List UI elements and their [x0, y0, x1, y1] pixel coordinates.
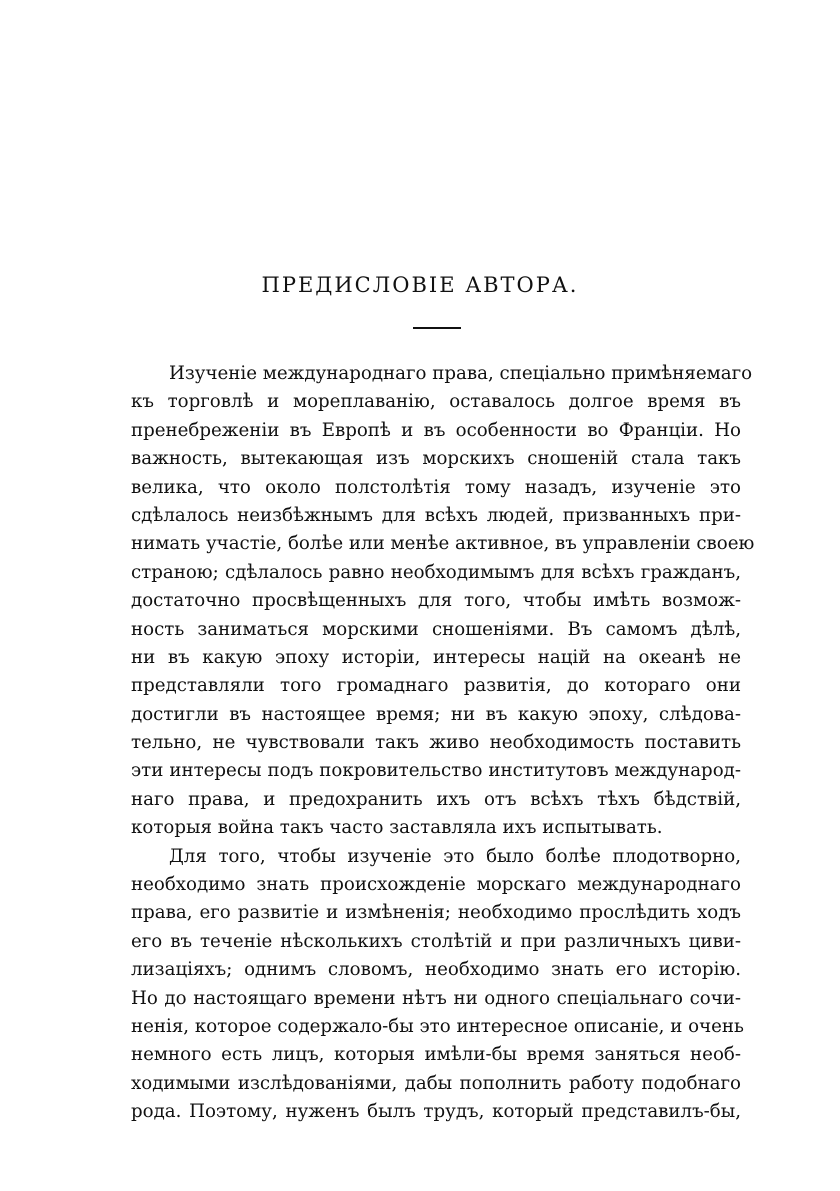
text-line: Изученіе международнаго права, спеціально примѣняемаго [169, 363, 753, 384]
text-line: тельно, не чувствовали такъ живо необходимость поставить [131, 732, 741, 754]
text-line: Но до настоящаго времени нѣтъ ни одного спеціальнаго сочи- [131, 987, 741, 1009]
text-line: рода. Поэтому, нуженъ былъ трудъ, который представилъ-бы, [131, 1101, 741, 1123]
text-line: необходимо знать происхожденіе морскаго международнаго [131, 874, 741, 896]
text-line: права, его развитіе и измѣненія; необходимо прослѣдить ходъ [131, 902, 741, 924]
text-line: эти интересы подъ покровительство институтовъ международ- [131, 760, 741, 782]
text-line: достигли въ настоящее время; ни въ какую эпоху, слѣдова- [131, 703, 741, 725]
text-line: Для того, чтобы изученіе это было болѣе плодотворно, [169, 845, 741, 867]
text-line: которыя война такъ часто заставляла ихъ испытывать. [131, 817, 663, 839]
text-line: велика, что около полстолѣтія тому назадъ, изученіе это [131, 476, 741, 498]
text-line: ни въ какую эпоху исторіи, интересы націй на океанѣ не [131, 646, 741, 668]
text-line: сдѣлалось неизбѣжнымъ для всѣхъ людей, призванныхъ при- [131, 504, 741, 526]
text-line: лизаціяхъ; однимъ словомъ, необходимо знать его исторію. [131, 959, 741, 981]
text-line: нимать участіе, болѣе или менѣе активное, въ управленіи своею [131, 533, 755, 555]
text-line: ность заниматься морскими сношеніями. Въ самомъ дѣлѣ, [131, 618, 741, 640]
text-line: ходимыми изслѣдованіями, дабы пополнить работу подобнаго [131, 1072, 741, 1094]
body-text [131, 360, 755, 1127]
text-line: къ торговлѣ и мореплаванію, оставалось долгое время въ [131, 391, 741, 413]
text-line: наго права, и предохранить ихъ отъ всѣхъ тѣхъ бѣдствій, [131, 788, 741, 810]
text-line: представляли того громаднаго развитія, до котораго они [131, 675, 741, 697]
text-line: страною; сдѣлалось равно необходимымъ для всѣхъ гражданъ, [131, 561, 741, 583]
text-line: достаточно просвѣщенныхъ для того, чтобы имѣть возмож- [131, 590, 741, 612]
text-line: ненія, которое содержало-бы это интересное описаніе, и очень [131, 1015, 744, 1037]
page-title: ПРЕДИСЛОВІЕ АВТОРА. [261, 273, 579, 297]
text-line: немного есть лицъ, которыя имѣли-бы время заняться необ- [131, 1044, 741, 1066]
title-divider [413, 327, 461, 329]
text-line: важность, вытекающая изъ морскихъ сношеній стала такъ [131, 448, 741, 470]
text-line: пренебреженіи въ Европѣ и въ особенности во Франціи. Но [131, 419, 741, 441]
text-line: его въ теченіе нѣсколькихъ столѣтій и при различныхъ циви- [131, 930, 741, 952]
